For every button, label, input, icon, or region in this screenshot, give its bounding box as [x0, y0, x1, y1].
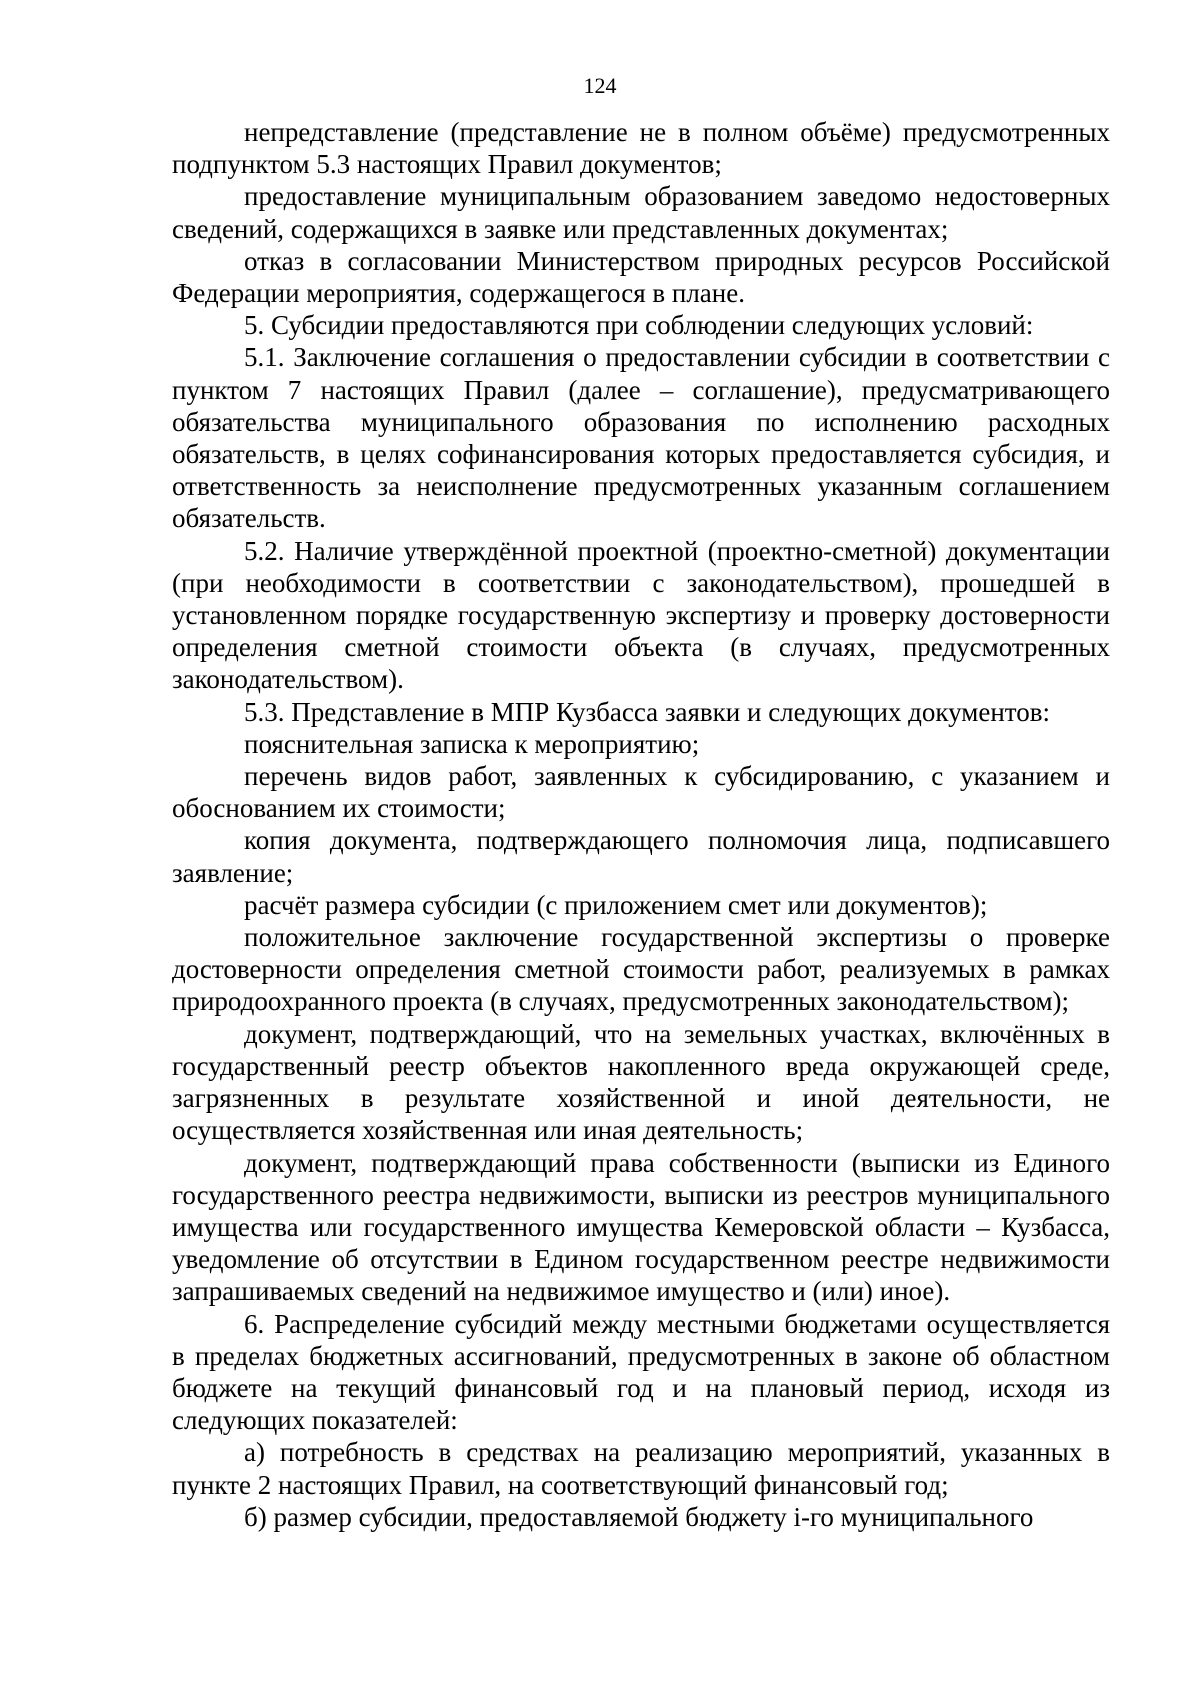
paragraph: 5. Субсидии предоставляются при соблюдении следующих условий:: [244, 310, 1034, 341]
paragraph: документ, подтверждающий, что на земельных участках, включённых в государственный реестр объектов накопленного вреда окружающей среде, загрязненных в результате хозяйственной и иной деятельности, не осуществляется хозяйственная или иная деятельность;: [172, 1018, 1110, 1146]
paragraph: 5.3. Представление в МПР Кузбасса заявки и следующих документов:: [244, 696, 1051, 727]
paragraph: 6. Распределение субсидий между местными бюджетами осуществляется в пределах бюджетных ассигнований, предусмотренных в законе об областном бюджете на текущий финансовый год и на плановый период, исходя из следующих показателей:: [172, 1308, 1110, 1436]
paragraph: пояснительная записка к мероприятию;: [244, 728, 700, 759]
paragraph: перечень видов работ, заявленных к субсидированию, с указанием и обоснованием их стоимости;: [172, 761, 1110, 824]
paragraph: положительное заключение государственной экспертизы о проверке достоверности определения сметной стоимости работ, реализуемых в рамках природоохранного проекта (в случаях, предусмотренных законодательством);: [172, 922, 1110, 1017]
document-body: [172, 116, 1110, 1533]
paragraph: а) потребность в средствах на реализацию мероприятий, указанных в пункте 2 настоящих Правил, на соответствующий финансовый год;: [172, 1437, 1110, 1500]
paragraph: б) размер субсидии, предоставляемой бюджету i-го муниципального: [244, 1501, 1034, 1532]
paragraph: расчёт размера субсидии (с приложением смет или документов);: [244, 889, 988, 920]
paragraph: документ, подтверждающий права собственности (выписки из Единого государственного реестра недвижимости, выписки из реестров муниципального имущества или государственного имущества Кемеровской области – Кузбасса, уведомление об отсутствии в Едином государственном реестре недвижимости запрашиваемых сведений на недвижимое имущество и (или) иное).: [172, 1147, 1110, 1307]
paragraph: предоставление муниципальным образованием заведомо недостоверных сведений, содержащихся в заявке или представленных документах;: [172, 181, 1110, 244]
paragraph: отказ в согласовании Министерством природных ресурсов Российской Федерации мероприятия, содержащегося в плане.: [172, 245, 1110, 309]
paragraph: непредставление (представление не в полном объёме) предусмотренных подпунктом 5.3 настоящих Правил документов;: [172, 117, 1110, 180]
paragraph: 5.1. Заключение соглашения о предоставлении субсидии в соответствии с пунктом 7 настоящих Правил (далее – соглашение), предусматривающего обязательства муниципального образования по исполнению расходных обязательств, в целях софинансирования которых предоставляется субсидия, и ответственность за неисполнение предусмотренных указанным соглашением обязательств.: [172, 342, 1110, 534]
paragraph: 5.2. Наличие утверждённой проектной (проектно-сметной) документации (при необходимости в соответствии с законодательством), прошедшей в установленном порядке государственную экспертизу и проверку достоверности определения сметной стоимости объекта (в случаях, предусмотренных законодательством).: [172, 535, 1110, 695]
page-number: 124: [583, 73, 617, 98]
paragraph: копия документа, подтверждающего полномочия лица, подписавшего заявление;: [172, 825, 1110, 888]
